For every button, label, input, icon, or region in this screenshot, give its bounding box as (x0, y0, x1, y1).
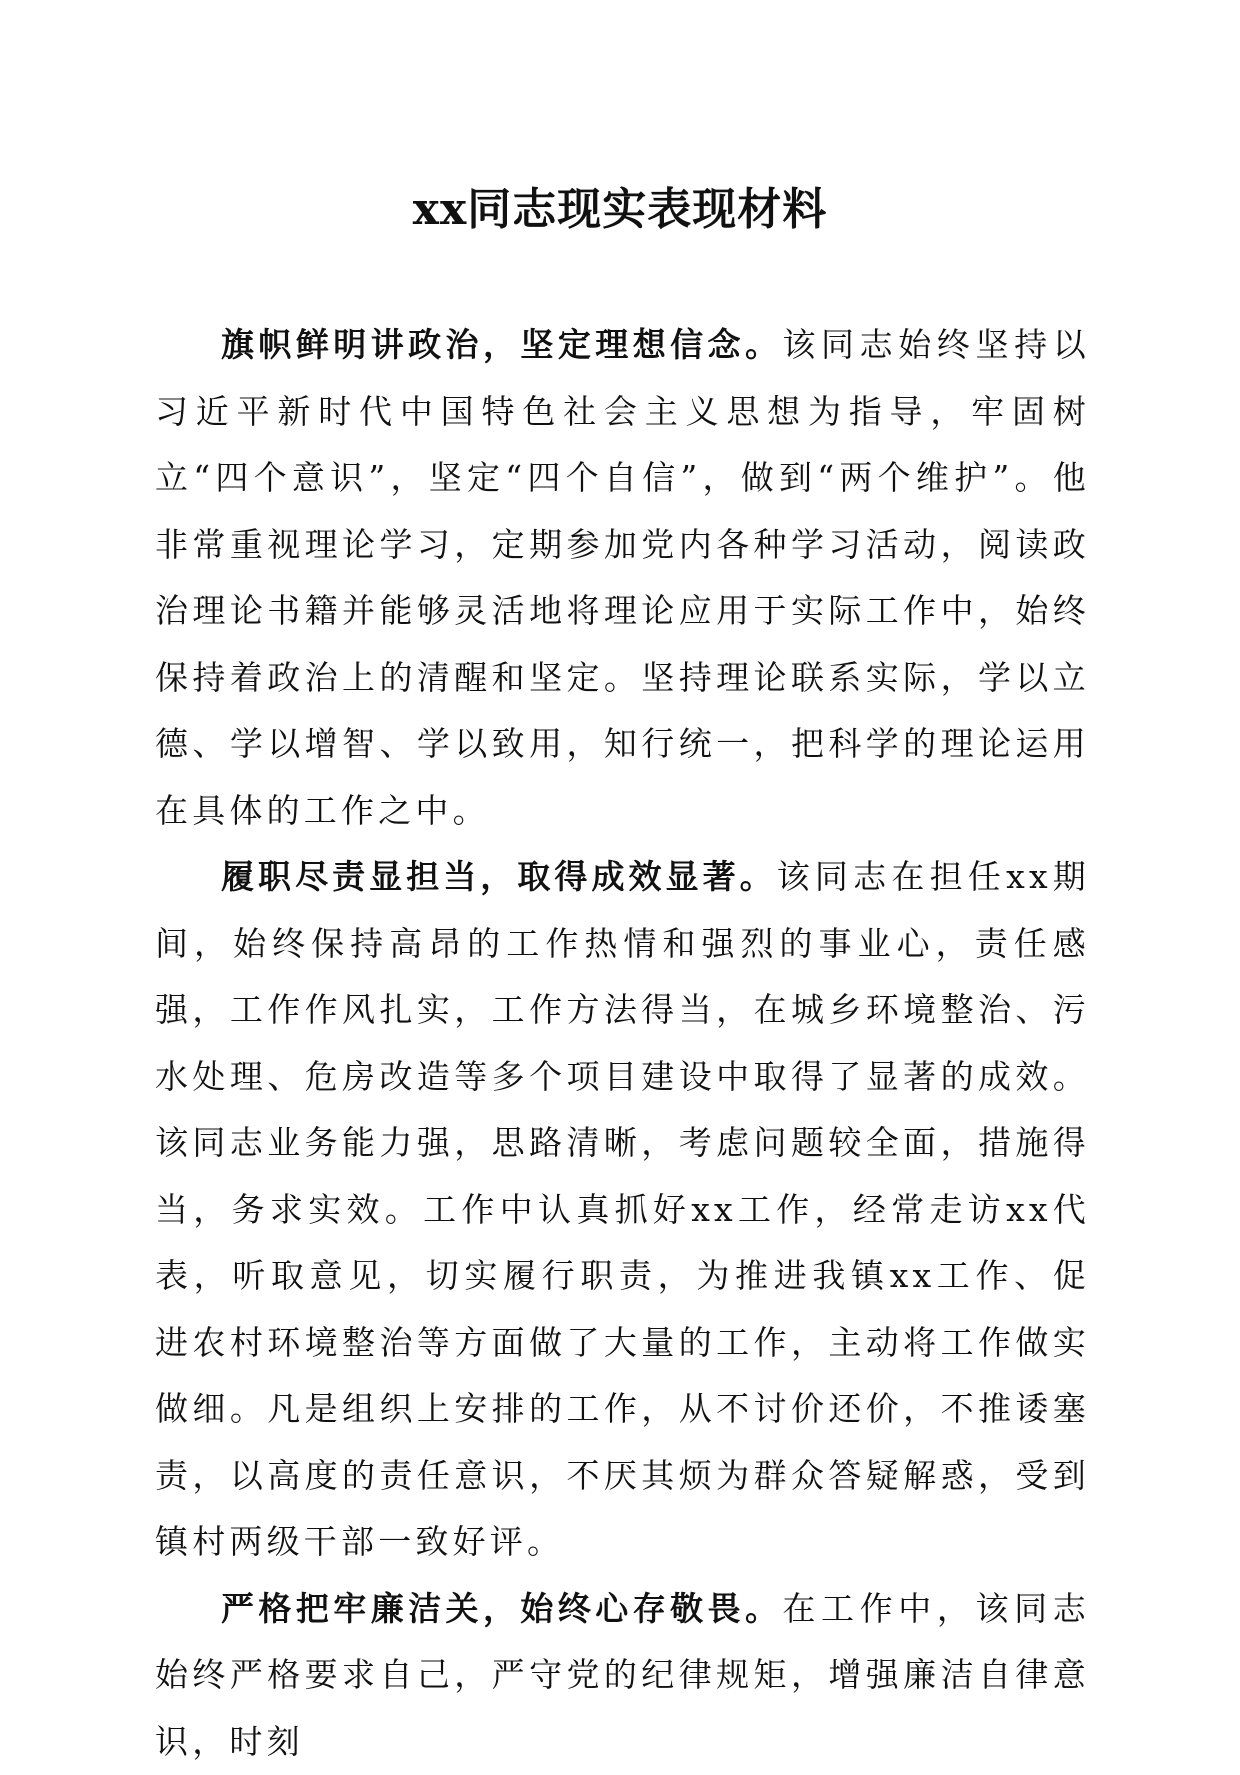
paragraph-text: 该同志始终坚持以习近平新时代中国特色社会主义思想为指导，牢固树立“四个意识”，坚定“四个自信”，做到“两个维护”。他非常重视理论学习，定期参加党内各种学习活动，阅读政治理论书籍并能够灵活地将理论应用于实际工作中，始终保持着政治上的清醒和坚定。坚持理论联系实际，学以立德、学以增智、学以致用，知行统一，把科学的理论运用在具体的工作之中。 (155, 325, 1090, 830)
paragraph-lead: 履职尽责显担当，取得成效显著。 (221, 857, 777, 896)
document-title: xx同志现实表现材料 (0, 180, 1240, 240)
paragraph-lead: 旗帜鲜明讲政治，坚定理想信念。 (221, 325, 782, 364)
paragraph-integrity (155, 1576, 1090, 1775)
paragraph-text: 在工作中，该同志始终严格要求自己，严守党的纪律规矩，增强廉洁自律意识，时刻 (155, 1589, 1090, 1761)
paragraph-text: 该同志在担任xx期间，始终保持高昂的工作热情和强烈的事业心，责任感强，工作作风扎实，工作方法得当，在城乡环境整治、污水处理、危房改造等多个项目建设中取得了显著的成效。该同志业务能力强，思路清晰，考虑问题较全面，措施得当，务求实效。工作中认真抓好xx工作，经常走访xx代表，听取意见，切实履行职责，为推进我镇xx工作、促进农村环境整治等方面做了大量的工作，主动将工作做实做细。凡是组织上安排的工作，从不讨价还价，不推诿塞责，以高度的责任意识，不厌其烦为群众答疑解惑，受到镇村两级干部一致好评。 (155, 857, 1090, 1561)
paragraph-responsibility (155, 844, 1090, 1576)
paragraph-lead: 严格把牢廉洁关，始终心存敬畏。 (221, 1589, 782, 1628)
document-body (155, 312, 1090, 1775)
paragraph-politics (155, 312, 1090, 844)
